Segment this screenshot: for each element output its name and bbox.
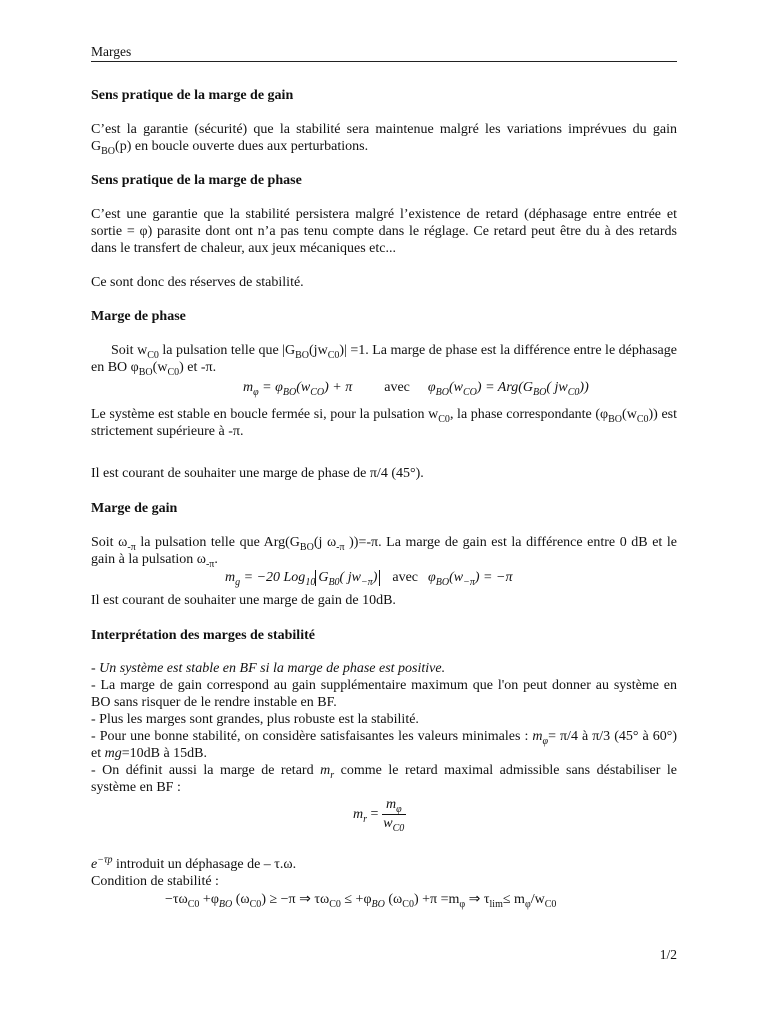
list-item-gain-margin-meaning: - La marge de gain correspond au gain supplémentaire maximum que l'on peut donner au système en BO sans risquer de le rendre instable en BF. bbox=[91, 678, 677, 710]
heading-phase-practical: Sens pratique de la marge de phase bbox=[91, 173, 302, 188]
heading-interpretation: Interprétation des marges de stabilité bbox=[91, 628, 315, 643]
list-item-stable-bf: - Un système est stable en BF si la marge de phase est positive. bbox=[91, 661, 446, 676]
paragraph-reserves: Ce sont donc des réserves de stabilité. bbox=[91, 275, 304, 290]
paragraph-phase-margin-target: Il est courant de souhaiter une marge de phase de π/4 (45°). bbox=[91, 466, 424, 481]
document-page bbox=[91, 0, 677, 1024]
equation-gain-margin: $m_g = -20$ Log$_{10}$ $G_{B0}$( $jw_{-\pi}$) avec $\varphi_{BO}(w_{-\pi}) = -\pi$ bbox=[225, 570, 513, 588]
equation-stability-condition: $-\tau\omega_{C0} +\varphi_{BO}$ $(\omega_{C0}) \ge -\pi$ ⇒ $\tau\omega_{C0} \le +\varphi_{BO}$ $(\omega_{C0}) +\pi =m_\varphi$ ⇒ $\tau_{lim}\le m_\varphi/w_{C0}$ bbox=[165, 892, 557, 910]
equation-phase-margin: $m_\varphi = \varphi_{BO}(w_{CO}) + \pi$ avec $\varphi_{BO}(w_{CO}) = Arg(G_{BO}$( $jw_{C0}$)) bbox=[243, 380, 589, 398]
paragraph-exponential-delay: $e^{-\tau p}$ introduit un déphasage de – τ.ω. bbox=[91, 854, 297, 872]
heading-gain-margin: Marge de gain bbox=[91, 501, 178, 516]
equation-delay-margin: $m_r$ = $\frac{m_\varphi}{w_{C0}}$ bbox=[353, 797, 405, 834]
paragraph-phase-margin-def: Soit $w_{C0}$ la pulsation telle que $|G_{BO}(jw_{C0})| =1$. La marge de phase est la différence entre le déphasage en BO $\varphi_{BO}(w_{C0})$ et -π. bbox=[91, 343, 677, 378]
paragraph-closed-loop-stable: Le système est stable en boucle fermée si, pour la pulsation $w_{C0}$, la phase correspondante $(\varphi_{BO}(w_{C0}))$ est strictement supérieure à -π. bbox=[91, 407, 677, 439]
header-title: Marges bbox=[91, 44, 132, 59]
paragraph-gain-practical: C’est la garantie (sécurité) que la stabilité sera maintenue malgré les variations imprévues du gain $G_{BO}(p)$ en boucle ouverte dues aux perturbations. bbox=[91, 122, 677, 157]
page-header bbox=[91, 44, 677, 62]
list-item-good-stability: - Pour une bonne stabilité, on considère satisfaisantes les valeurs minimales : $m_\varphi= \pi/4$ à π/3 (45° à 60°) et mg=10dB à 15dB. bbox=[91, 729, 677, 761]
paragraph-phase-practical: C’est une garantie que la stabilité persistera malgré l’existence de retard (déphasage entre entrée et sortie = φ) parasite dont ont n’a pas tenu compte dans le réglage. Ce retard peut être du à des retards dans le transfert de chaleur, aux jeux mécaniques etc... bbox=[91, 207, 677, 256]
paragraph-gain-margin-def: Soit $\omega_{-\pi}$ la pulsation telle que $Arg(G_{BO}(j$ $\omega_{-\pi}$ ))=-π. La marge de gain est la différence entre 0 dB et le gain à la pulsation $\omega_{-\pi}$. bbox=[91, 535, 677, 570]
heading-gain-practical: Sens pratique de la marge de gain bbox=[91, 88, 294, 103]
heading-phase-margin: Marge de phase bbox=[91, 309, 186, 324]
paragraph-gain-margin-target: Il est courant de souhaiter une marge de gain de 10dB. bbox=[91, 593, 396, 608]
paragraph-stability-condition: Condition de stabilité : bbox=[91, 874, 219, 889]
list-item-delay-margin: - On définit aussi la marge de retard $m_r$ comme le retard maximal admissible sans déstabiliser le système en BF : bbox=[91, 763, 677, 795]
page-number: 1/2 bbox=[659, 947, 677, 962]
list-item-robustness: - Plus les marges sont grandes, plus robuste est la stabilité. bbox=[91, 712, 419, 727]
